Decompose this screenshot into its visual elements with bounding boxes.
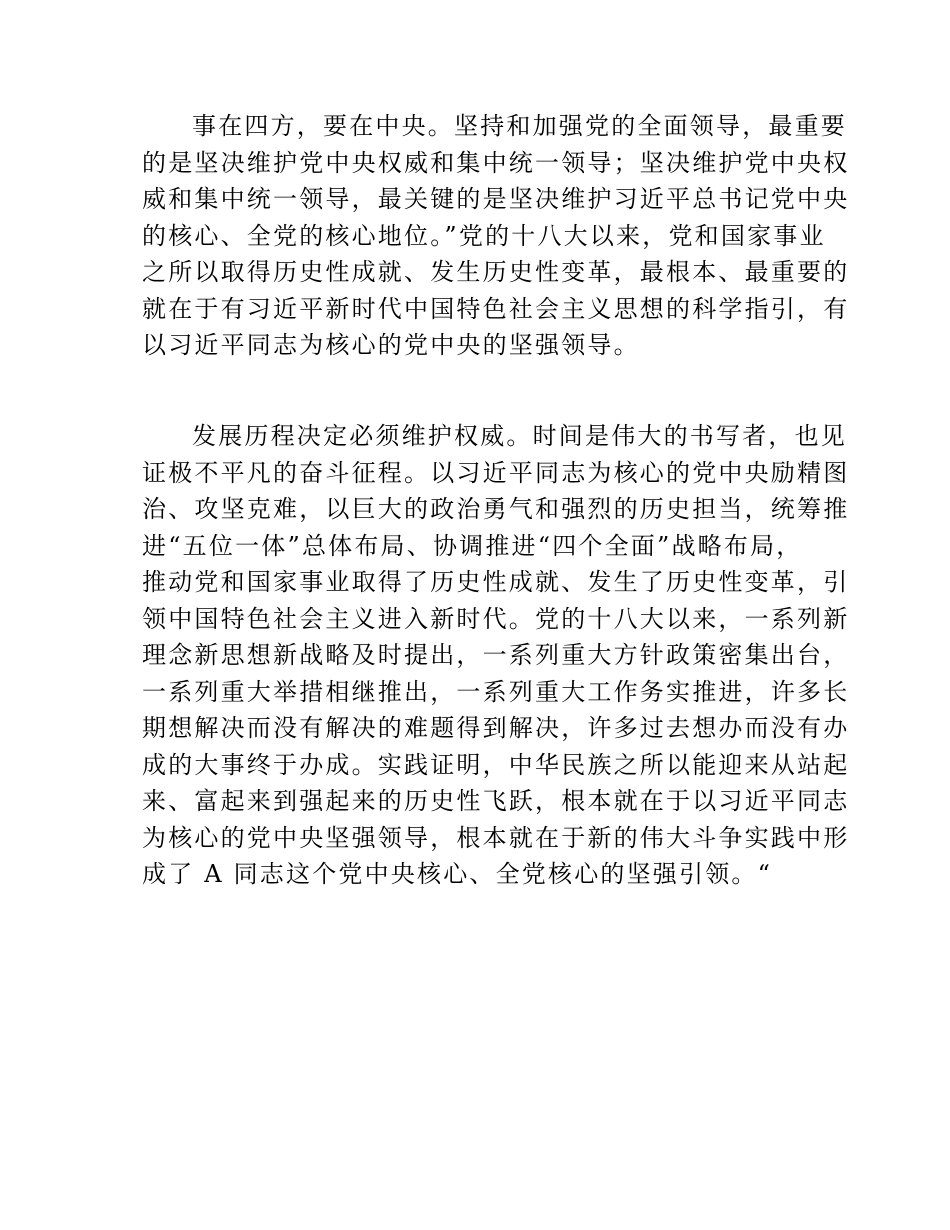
paragraph-line: 发展历程决定必须维护权威。时间是伟大的书写者，也见 bbox=[192, 422, 847, 450]
paragraph-line: 推动党和国家事业取得了历史性成就、发生了历史性变革，引 bbox=[142, 568, 850, 596]
paragraph-1 bbox=[142, 108, 850, 364]
paragraph-line: 领中国特色社会主义进入新时代。党的十八大以来，一系列新 bbox=[142, 604, 850, 633]
paragraph-line: 来、富起来到强起来的历史性飞跃，根本就在于以习近平同志 bbox=[142, 787, 850, 815]
paragraph-line: 治、攻坚克难，以巨大的政治勇气和强烈的历史担当，统筹推 bbox=[142, 495, 850, 523]
paragraph-line: 进“五位一体”总体布局、协调推进“四个全面”战略布局， bbox=[142, 531, 803, 560]
paragraph-line: 以习近平同志为核心的党中央的坚强领导。 bbox=[142, 331, 640, 359]
paragraph-line: 之所以取得历史性成就、发生历史性变革，最根本、最重要的 bbox=[142, 258, 850, 286]
paragraph-line: 就在于有习近平新时代中国特色社会主义思想的科学指引，有 bbox=[142, 294, 850, 323]
paragraph-line: 的核心、全党的核心地位。”党的十八大以来，党和国家事业 bbox=[142, 221, 826, 250]
paragraph-line: 成的大事终于办成。实践证明，中华民族之所以能迎来从站起 bbox=[142, 750, 850, 779]
paragraph-line: 成了 A 同志这个党中央核心、全党核心的坚强引领。“ bbox=[142, 860, 773, 888]
paragraph-line: 的是坚决维护党中央权威和集中统一领导；坚决维护党中央权 bbox=[142, 148, 850, 177]
paragraph-line: 一系列重大举措相继推出，一系列重大工作务实推进，许多长 bbox=[142, 677, 850, 706]
paragraph-line: 理念新思想新战略及时提出，一系列重大方针政策密集出台， bbox=[142, 641, 850, 669]
paragraph-line: 为核心的党中央坚强领导，根本就在于新的伟大斗争实践中形 bbox=[142, 823, 850, 852]
paragraph-2 bbox=[142, 418, 850, 893]
paragraph-line: 威和集中统一领导，最关键的是坚决维护习近平总书记党中央 bbox=[142, 185, 850, 213]
paragraph-line: 证极不平凡的奋斗征程。以习近平同志为核心的党中央励精图 bbox=[142, 458, 850, 487]
paragraph-line: 事在四方，要在中央。坚持和加强党的全面领导，最重要 bbox=[192, 112, 847, 140]
paragraph-line: 期想解决而没有解决的难题得到解决，许多过去想办而没有办 bbox=[142, 714, 850, 742]
